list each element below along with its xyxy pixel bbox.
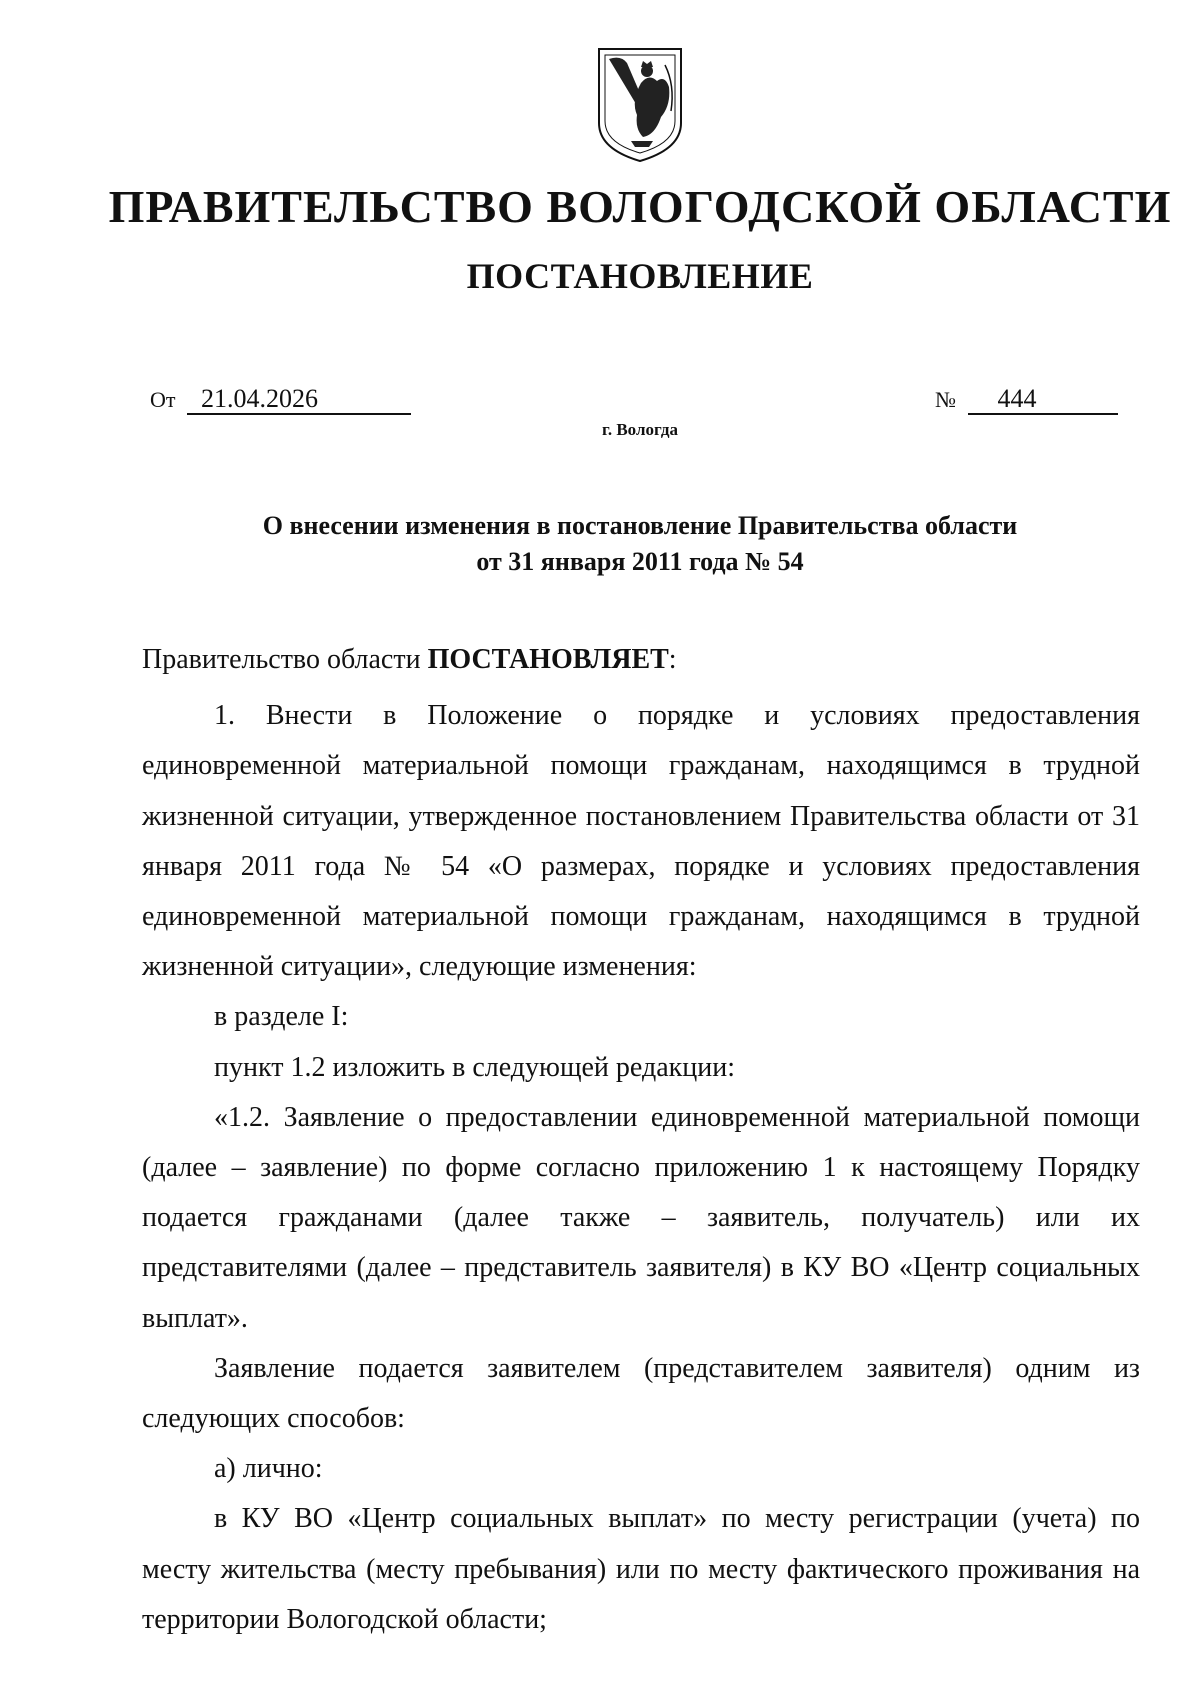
document-subject	[0, 508, 1200, 580]
paragraph-5: Заявление подается заявителем (представителем заявителя) одним из следующих способов:	[142, 1352, 1140, 1435]
vologda-oblast-coat-of-arms-icon	[595, 45, 685, 165]
government-title: ПРАВИТЕЛЬСТВО ВОЛОГОДСКОЙ ОБЛАСТИ	[108, 181, 1172, 232]
paragraph-7: в КУ ВО «Центр социальных выплат» по месту регистрации (учета) по месту жительства (месту пребывания) или по месту фактического проживания на территории Вологодской области;	[142, 1503, 1140, 1635]
paragraph-3: пункт 1.2 изложить в следующей редакции:	[214, 1051, 735, 1083]
paragraph-4: «1.2. Заявление о предоставлении единовременной материальной помощи (далее – заявление) по форме согласно приложению 1 к настоящему Порядку подается гражданами (далее также – заявитель, получатель) или их представителями (далее – представитель заявителя) в КУ ВО «Центр социальных выплат».	[142, 1101, 1140, 1334]
paragraph-1: 1. Внести в Положение о порядке и условиях предоставления единовременной материальной помощи гражданам, находящимся в трудной жизненной ситуации, утвержденное постановлением Правительства области от 31 января 2011 года № 54 «О размерах, порядке и условиях предоставления единовременной материальной помощи гражданам, находящимся в трудной жизненной ситуации», следующие изменения:	[142, 700, 1140, 983]
document-type-title: ПОСТАНОВЛЕНИЕ	[466, 256, 814, 296]
document-city: г. Вологда	[602, 420, 678, 439]
subject-line-2: от 31 января 2011 года № 54	[476, 547, 804, 576]
date-value: 21.04.2026	[187, 385, 411, 415]
paragraph-2: в разделе I:	[214, 1001, 349, 1033]
number-prefix: №	[935, 387, 956, 412]
document-date	[150, 385, 411, 415]
paragraph-6: а) лично:	[214, 1453, 323, 1485]
document-body	[142, 635, 1140, 1645]
preamble-text: Правительство области	[142, 644, 421, 675]
date-prefix: От	[150, 387, 176, 412]
preamble-colon: :	[668, 644, 677, 675]
preamble	[142, 635, 1140, 685]
number-value: 444	[968, 385, 1118, 415]
preamble-resolves: ПОСТАНОВЛЯЕТ	[427, 644, 669, 675]
subject-line-1: О внесении изменения в постановление Правительства области	[262, 511, 1018, 540]
document-number	[935, 385, 1118, 415]
